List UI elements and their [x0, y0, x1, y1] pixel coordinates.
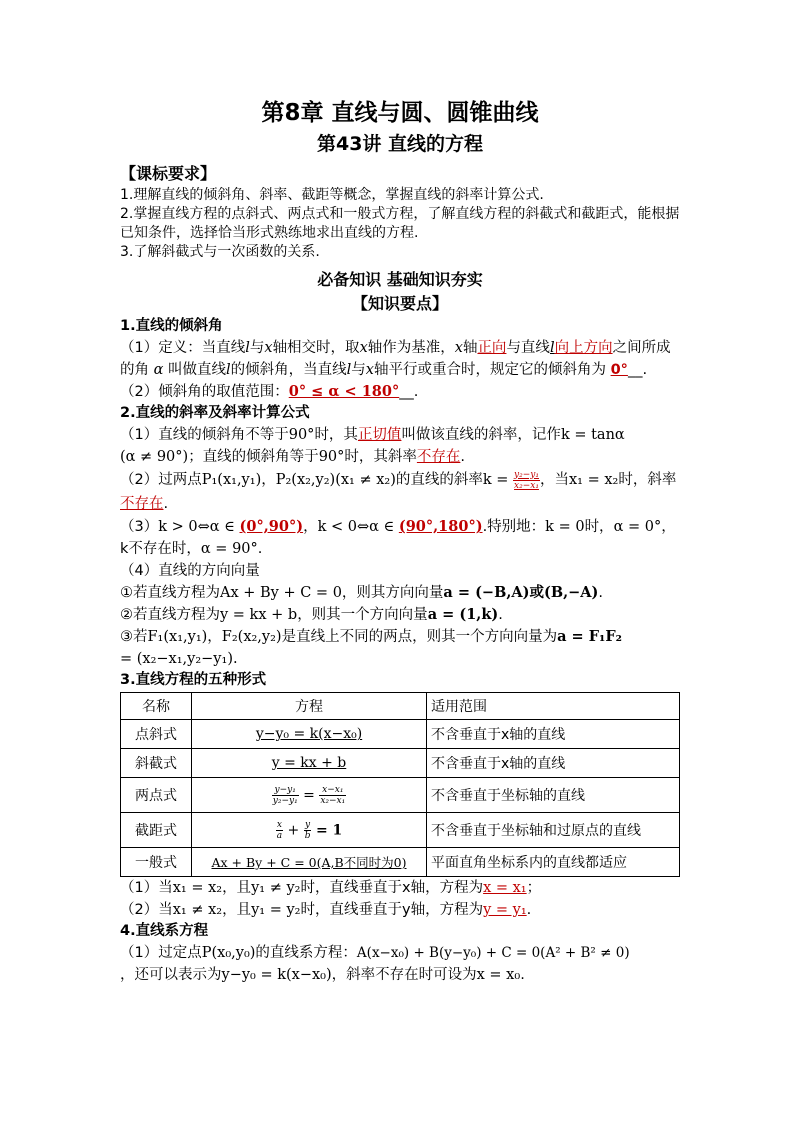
row-scope: 平面直角坐标系内的直线都适应	[427, 848, 680, 877]
key-points-heading: 【知识要点】	[351, 294, 448, 313]
requirements-heading: 【课标要求】	[120, 164, 217, 183]
table-row	[121, 778, 680, 813]
row-name: 点斜式	[121, 720, 192, 749]
row-equation: y = kx + b	[192, 749, 427, 778]
positive-slope-range: (0°,90°)	[239, 518, 304, 535]
table-header-cell: 适用范围	[427, 693, 680, 720]
tilt-range-answer: 0° ≤ α < 180°	[288, 383, 400, 400]
table-row	[121, 720, 680, 749]
requirement-item-2: 2.掌握直线方程的点斜式、两点式和一般式方程，了解直线方程的斜截式和截距式，能根据已知条件，选择恰当形式熟练地求出直线的方程.	[120, 206, 680, 241]
must-know-heading: 必备知识 基础知识夯实	[317, 270, 483, 289]
document-page	[120, 96, 680, 986]
slope-fraction: $\frac{\text{y₂−y₁}}{\text{x₂−x₁}}$	[514, 469, 539, 491]
row-scope: 不含垂直于坐标轴和过原点的直线	[427, 813, 680, 848]
section-4-heading: 4.直线系方程	[120, 923, 209, 939]
row-equation: Ax + By + C = 0(A,B不同时为0)	[192, 848, 427, 877]
chapter-title: 第8章 直线与圆、圆锥曲线	[261, 100, 539, 126]
row-name: 截距式	[121, 813, 192, 848]
row-name: 一般式	[121, 848, 192, 877]
line-equation-table	[120, 692, 680, 877]
row-equation: $\frac{\text{y−y₁}}{\text{y₂−y₁}}$ = $\frac{\text{x−x₁}}{\text{x₂−x₁}}$	[192, 778, 427, 813]
table-header-cell: 方程	[192, 693, 427, 720]
negative-slope-range: (90°,180°)	[398, 518, 483, 535]
table-row	[121, 848, 680, 877]
section-3-heading: 3.直线方程的五种形式	[120, 672, 267, 688]
requirement-item-3: 3.了解斜截式与一次函数的关系.	[120, 244, 320, 260]
row-name: 两点式	[121, 778, 192, 813]
section-2-p7: ③若F₁(x₁,y₁)，F₂(x₂,y₂)是直线上不同的两点，则其一个方向向量为a = F₁F₂ = (x₂−x₁,y₂−y₁).	[120, 628, 623, 667]
section-3-note-1: （1）当x₁ = x₂，且y₁ ≠ y₂时，直线垂直于x轴，方程为x = x₁；	[120, 880, 542, 896]
section-2-p3: （3）k > 0⇔α ∈ (0°,90°)，k < 0⇔α ∈ (90°,180°).特别地：k = 0时，α = 0°，k不存在时，α = 90°.	[120, 518, 676, 557]
section-3-note-2: （2）当x₁ ≠ x₂，且y₁ = y₂时，直线垂直于y轴，方程为y = y₁.	[120, 902, 532, 918]
row-name: 斜截式	[121, 749, 192, 778]
row-equation: $\frac{x}{a}$ + $\frac{y}{b}$ = 1	[192, 813, 427, 848]
section-2-p5: ①若直线方程为Ax + By + C = 0，则其方向向量a = (−B,A)或(B,−A).	[120, 584, 604, 601]
section-2-p6: ②若直线方程为y = kx + b，则其一个方向向量a = (1,k).	[120, 606, 503, 623]
section-2-heading: 2.直线的斜率及斜率计算公式	[120, 405, 310, 421]
lecture-title: 第43讲 直线的方程	[316, 133, 484, 155]
tilt-zero-answer: 0°	[610, 362, 628, 378]
row-equation: y−y₀ = k(x−x₀)	[192, 720, 427, 749]
requirement-item-1: 1.理解直线的倾斜角、斜率、截距等概念，掌握直线的斜率计算公式.	[120, 187, 544, 203]
row-scope: 不含垂直于x轴的直线	[427, 749, 680, 778]
table-row	[121, 813, 680, 848]
section-2-p1: （1）直线的倾斜角不等于90°时，其正切值叫做该直线的斜率，记作k = tanα (α ≠ 90°)；直线的倾斜角等于90°时，其斜率不存在.	[120, 427, 625, 465]
table-header-row	[121, 693, 680, 720]
section-4-p2: ，还可以表示为y−y₀ = k(x−x₀)，斜率不存在时可设为x = x₀.	[120, 967, 525, 983]
section-2-p2: （2）过两点P₁(x₁,y₁)，P₂(x₂,y₂)(x₁ ≠ x₂)的直线的斜率k = $\frac{\text{y₂−y₁}}{\text{x₂−x₁}}$ ，当x₁ = x₂时，斜率不存在.	[120, 469, 677, 512]
section-1-range: （2）倾斜角的取值范围：0° ≤ α < 180°__.	[120, 383, 419, 400]
section-2-p4: （4）直线的方向向量	[120, 563, 260, 579]
section-1-heading: 1.直线的倾斜角	[120, 318, 223, 334]
section-1-definition: （1）定义：当直线l与x轴相交时，取x轴作为基准，x轴正向与直线l向上方向之间所成的角 α 叫做直线l的倾斜角，当直线l与x轴平行或重合时，规定它的倾斜角为 0°__.	[120, 340, 671, 378]
table-row	[121, 749, 680, 778]
section-4-p1: （1）过定点P(x₀,y₀)的直线系方程：A(x−x₀) + B(y−y₀) + C = 0(A² + B² ≠ 0)	[120, 945, 630, 961]
table-header-cell: 名称	[121, 693, 192, 720]
row-scope: 不含垂直于x轴的直线	[427, 720, 680, 749]
row-scope: 不含垂直于坐标轴的直线	[427, 778, 680, 813]
